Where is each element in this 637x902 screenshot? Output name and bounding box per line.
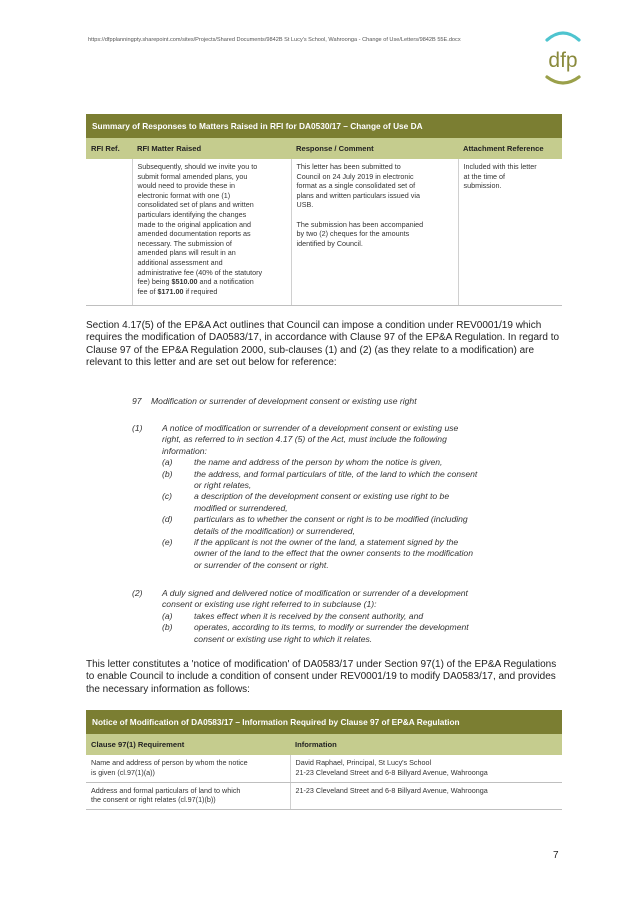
notice-table-title: Notice of Modification of DA0583/17 – Information Required by Clause 97 of EP&A Regulation <box>86 710 562 734</box>
subclause-2-text <box>162 588 468 611</box>
col-rfi-ref: RFI Ref. <box>86 138 132 159</box>
requirement-line: is given (cl.97(1)(a)) <box>91 767 155 777</box>
response-line: format as a single consolidated set of <box>296 181 416 191</box>
rfi-ref-cell <box>86 159 132 305</box>
rfi-matter-line: additional assessment and <box>137 257 223 267</box>
clause-item-label: (a) <box>162 457 173 468</box>
rfi-table-title: Summary of Responses to Matters Raised in RFI for DA0530/17 – Change of Use DA <box>86 114 562 138</box>
clause-heading: Modification or surrender of development consent or existing use right <box>151 396 417 406</box>
clause-item-label: (b) <box>162 622 173 633</box>
rfi-fee-line: fee) being $510.00 and a notification <box>137 277 254 287</box>
col-information: Information <box>290 734 562 755</box>
fee-amount: $510.00 <box>171 277 198 287</box>
rfi-matter-cell <box>132 159 291 305</box>
clause-item-text <box>194 622 469 645</box>
col-response: Response / Comment <box>291 138 458 159</box>
response-line: Council on 24 July 2019 in electronic <box>296 171 414 181</box>
requirement-cell <box>86 755 290 782</box>
information-line: 21-23 Cleveland Street and 6-8 Billyard Avenue, Wahroonga <box>295 785 488 795</box>
clause-item-line: takes effect when it is received by the consent authority, and <box>194 610 424 621</box>
requirement-line: Name and address of person by whom the notice <box>91 758 248 767</box>
subclause-2-number: (2) <box>132 588 143 598</box>
information-line: 21-23 Cleveland Street and 6-8 Billyard Avenue, Wahroonga <box>295 767 488 777</box>
paragraph-section-417: Section 4.17(5) of the EP&A Act outlines that Council can impose a condition under REV0001/19 which requires the modification of DA0583/17, in accordance with Clause 97 of the EP&A Regulation. In regard to Clause 97 of the EP&A Regulation 2000, sub-clauses (1) and (2) (as they relate to a modification) are relevant to this letter and are set out below for reference: <box>86 320 560 368</box>
clause-item-label: (a) <box>162 610 173 621</box>
requirement-line: the consent or right relates (cl.97(1)(b)) <box>91 795 216 805</box>
clause-item-label: (b) <box>162 468 173 479</box>
requirement-line: Address and formal particulars of land to which <box>91 785 241 795</box>
information-cell <box>290 782 562 809</box>
response-paragraph-1 <box>297 162 453 210</box>
clause-item-line: the name and address of the person by whom the notice is given, <box>194 457 443 468</box>
col-attachment: Attachment Reference <box>458 138 562 159</box>
clause-item-text <box>194 469 477 492</box>
rfi-matter-line: amended plans will result in an <box>137 248 236 258</box>
rfi-matter-line: particulars identifying the changes <box>137 209 247 219</box>
requirement-cell <box>86 782 290 809</box>
col-clause-requirement: Clause 97(1) Requirement <box>86 734 290 755</box>
rfi-matter-line: made to the original application and <box>137 219 251 229</box>
clause-item-text <box>194 514 468 537</box>
response-line: This letter has been submitted to <box>296 162 401 171</box>
clause-item-line: particulars as to whether the consent or right is to be modified (including <box>194 514 468 525</box>
clause-item-label: (d) <box>162 514 173 525</box>
response-line: identified by Council. <box>296 238 363 248</box>
paragraph-notice-of-modification: This letter constitutes a 'notice of modification' of DA0583/17 under Section 97(1) of the EP&A Regulations to enable Council to include a condition of consent under REV0001/19 to modify DA0583/17, and provides the necessary information as follows: <box>86 659 557 695</box>
clause-item-line: if the applicant is not the owner of the land, a statement signed by the <box>194 537 459 547</box>
clause-item-text <box>194 611 423 622</box>
response-line: The submission has been accompanied <box>296 219 424 229</box>
logo-bottom-arc <box>547 77 579 83</box>
clause-item-line: modified or surrendered, <box>194 502 288 513</box>
clause-item-text <box>194 491 449 514</box>
document-path: https://dfpplanningpty.sharepoint.com/sites/Projects/Shared Documents/9842B St Lucy's School, Wahroonga - Change of Use/Letters/9842B 55E.docx <box>88 37 461 43</box>
clause-item-line: details of the modification) or surrendered, <box>194 525 355 536</box>
subclause-1-number: (1) <box>132 423 143 433</box>
clause-item-line: operates, according to its terms, to modify or surrender the development <box>194 622 469 633</box>
response-line: plans and written particulars issued via <box>296 190 420 200</box>
information-line: David Raphael, Principal, St Lucy's School <box>295 758 432 767</box>
rfi-matter-line: electronic format with one (1) <box>137 190 231 200</box>
clause-item-line: owner of the land to the effect that the owner consents to the modification <box>194 548 473 559</box>
rfi-matter-line: would need to provide these in <box>137 181 235 191</box>
clause-number: 97 <box>132 396 142 406</box>
clause-item-line: consent or existing use right to which it relates. <box>194 633 373 644</box>
response-paragraph-2 <box>297 220 453 249</box>
rfi-matter-lines <box>138 162 286 277</box>
subclause-line: A duly signed and delivered notice of modification or surrender of a development <box>162 588 468 598</box>
response-line: USB. <box>296 200 314 210</box>
information-cell <box>290 755 562 782</box>
clause-item-line: or surrender of the consent or right. <box>194 559 329 570</box>
attachment-line: at the time of <box>463 171 506 181</box>
rfi-matter-line: amended documentation reports as <box>137 229 251 239</box>
clause-item-text <box>194 537 473 571</box>
col-rfi-matter: RFI Matter Raised <box>132 138 291 159</box>
response-cell <box>291 159 458 305</box>
notice-of-modification-table <box>86 710 562 810</box>
rfi-summary-table <box>86 114 562 306</box>
clause-item-line: or right relates, <box>194 480 252 490</box>
clause-item-label: (c) <box>162 491 173 502</box>
response-line: by two (2) cheques for the amounts <box>296 229 410 239</box>
rfi-matter-line: submit formal amended plans, you <box>137 171 248 181</box>
attachment-line: Included with this letter <box>463 162 537 171</box>
rfi-matter-line: consolidated set of plans and written <box>137 200 254 210</box>
subclause-line: A notice of modification or surrender of a development consent or existing use <box>162 423 459 433</box>
rfi-matter-line: necessary. The submission of <box>137 238 232 248</box>
logo-top-arc <box>547 33 579 40</box>
rfi-matter-line: administrative fee (40% of the statutory <box>137 267 263 277</box>
logo-text: dfp <box>548 49 578 72</box>
subclause-line: consent or existing use right referred to in subclause (1): <box>162 599 377 610</box>
clause-item-label: (e) <box>162 537 173 547</box>
attachment-cell <box>458 159 562 305</box>
page-number: 7 <box>553 850 559 861</box>
attachment-text <box>464 162 558 191</box>
rfi-fee-line-2: fee of $171.00 if required <box>137 286 218 296</box>
dfp-logo <box>541 27 585 89</box>
subclause-1-text <box>162 423 458 457</box>
rfi-matter-line: Subsequently, should we invite you to <box>137 162 258 171</box>
subclause-line: right, as referred to in section 4.17 (5) of the Act, must include the following <box>162 434 447 445</box>
subclause-line: information: <box>162 445 207 456</box>
clause-item-line: the address, and formal particulars of title, of the land to which the consent <box>194 468 478 479</box>
clause-item-text <box>194 457 442 468</box>
clause-item-line: a description of the development consent or existing use right to be <box>194 491 450 502</box>
fee-amount-2: $171.00 <box>157 286 184 296</box>
attachment-line: submission. <box>463 181 502 191</box>
